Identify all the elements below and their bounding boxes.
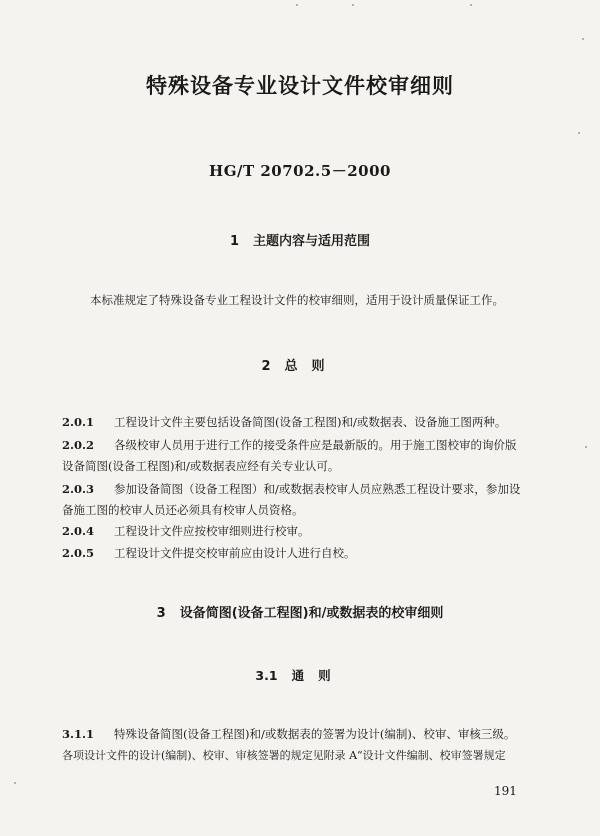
clause-text: 工程设计文件应按校审细则进行校审。 [114,524,310,538]
section-title: 通则 [291,668,345,683]
clause-2-0-1 [62,412,546,432]
clause-continuation: 各项设计文件的设计(编制)、校审、审核签署的规定见附录 A“设计文件编制、校审签署规定 [62,749,506,762]
clause-text: 工程设计文件主要包括设备简图(设备工程图)和/或数据表、设备施工图两种。 [114,415,507,429]
clause-2-0-3 [62,479,546,499]
clause-number: 2.0.5 [62,546,95,560]
clause-continuation: 备施工图的校审人员还必须具有校审人员资格。 [62,503,304,517]
section-number: 3 [156,606,166,621]
clause-number: 3.1.1 [62,727,95,741]
clause-2-0-4 [62,521,546,541]
scan-speck [296,4,298,6]
clause-text: 参加设备简图（设备工程图）和/或数据表校审人员应熟悉工程设计要求，参加设 [114,482,521,496]
scan-speck [578,132,580,134]
section-title: 设备简图(设备工程图)和/或数据表的校审细则 [179,606,444,621]
page-number: 191 [494,784,517,798]
section-1-body: 本标准规定了特殊设备专业工程设计文件的校审细则，适用于设计质量保证工作。 [90,293,504,307]
document-title: 特殊设备专业设计文件校审细则 [146,74,454,98]
standard-code: HG/T 20702.5－2000 [209,162,391,180]
clause-text: 特殊设备简图(设备工程图)和/或数据表的签署为设计(编制)、校审、审核三级。 [114,727,516,741]
clause-number: 2.0.1 [62,415,95,429]
clause-text: 工程设计文件提交校审前应由设计人进行自校。 [114,546,356,560]
clause-number: 2.0.4 [62,524,95,538]
scan-speck [352,4,354,6]
section-3-1-heading [0,666,600,684]
scan-speck [582,38,584,40]
clause-2-0-2 [62,435,546,455]
clause-number: 2.0.3 [62,482,95,496]
section-title: 主题内容与适用范围 [253,234,371,249]
clause-number: 2.0.2 [62,438,95,452]
section-number: 3.1 [255,668,278,683]
clause-3-1-1 [62,724,546,744]
scan-speck [14,782,16,784]
clause-text: 各级校审人员用于进行工作的接受条件应是最新版的。用于施工图校审的询价版 [114,438,517,452]
section-title: 总则 [284,359,339,374]
scan-speck [470,4,472,6]
section-number: 1 [229,234,240,249]
section-number: 2 [261,359,271,374]
clause-continuation: 设备简图(设备工程图)和/或数据表应经有关专业认可。 [62,459,340,473]
section-2-heading [0,355,600,374]
scan-speck [585,446,587,448]
clause-2-0-5 [62,543,546,563]
section-3-heading [0,602,600,621]
section-1-heading [0,230,600,249]
